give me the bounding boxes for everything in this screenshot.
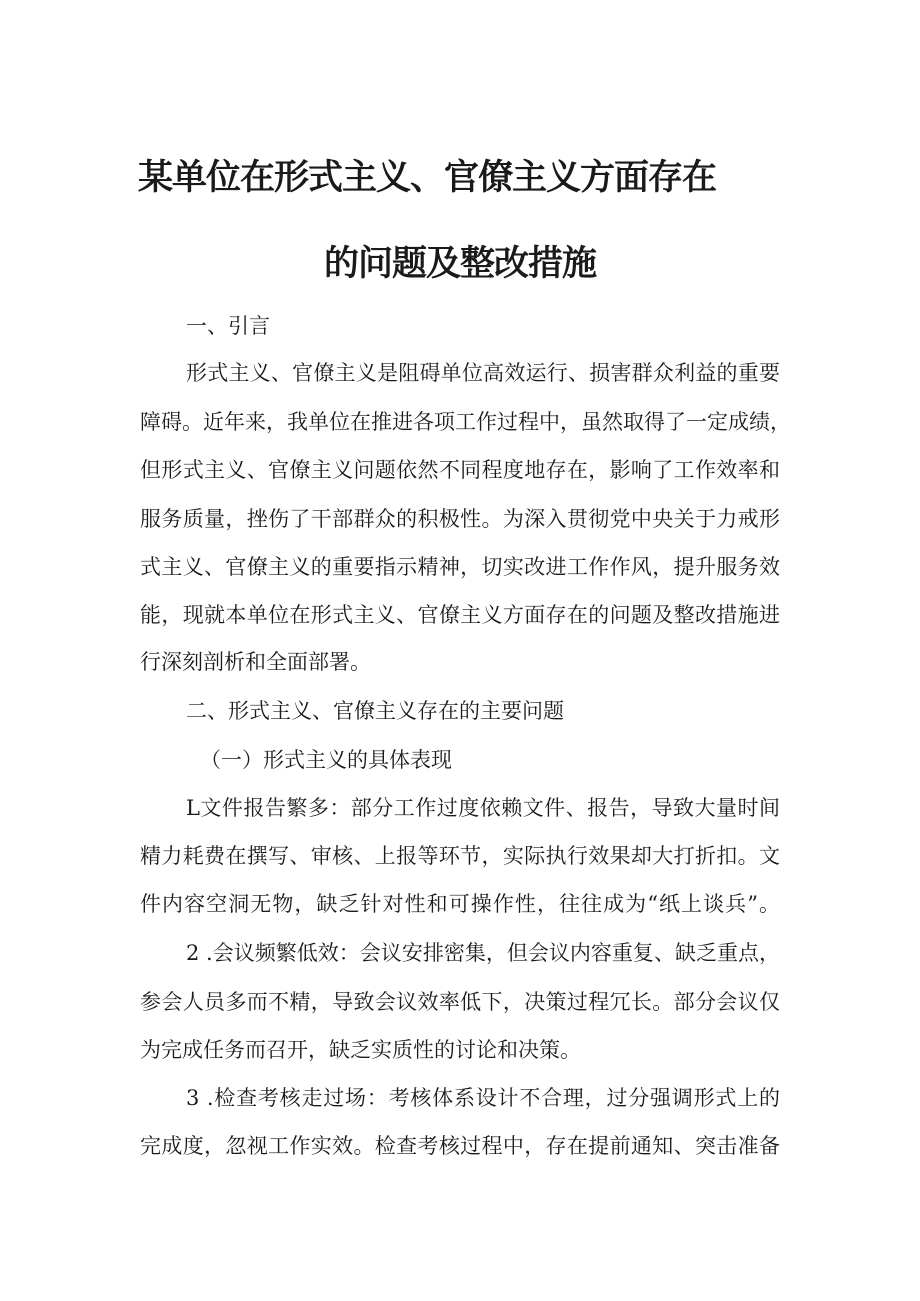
item-3-line: 完成度，忽视工作实效。检查考核过程中，存在提前通知、突击准备 <box>140 1134 780 1158</box>
intro-paragraph-line: 障碍。近年来，我单位在推进各项工作过程中，虽然取得了一定成绩， <box>140 410 791 434</box>
item-1-line: L文件报告繁多：部分工作过度依赖文件、报告，导致大量时间 <box>186 796 780 820</box>
subsection-heading-formalism: （一）形式主义的具体表现 <box>200 748 452 772</box>
intro-paragraph-line: 但形式主义、官僚主义问题依然不同程度地存在，影响了工作效率和 <box>140 458 780 482</box>
document-title-line-2: 的问题及整改措施 <box>323 244 596 284</box>
item-2-line: 为完成任务而召开，缺乏实质性的讨论和决策。 <box>140 1038 581 1062</box>
intro-paragraph-line: 行深刻剖析和全面部署。 <box>140 650 371 674</box>
intro-paragraph-line: 式主义、官僚主义的重要指示精神，切实改进工作作风，提升服务效 <box>140 555 780 579</box>
item-2-line: 参会人员多而不精，导致会议效率低下，决策过程冗长。部分会议仅 <box>140 990 780 1014</box>
intro-paragraph-line: 服务质量，挫伤了干部群众的积极性。为深入贯彻党中央关于力戒形 <box>140 507 780 531</box>
item-1-line: 件内容空洞无物，缺乏针对性和可操作性，往往成为“纸上谈兵”。 <box>140 892 780 916</box>
item-2-line: 2 .会议频繁低效：会议安排密集，但会议内容重复、缺乏重点， <box>186 941 780 965</box>
section-heading-main-problems: 二、形式主义、官僚主义存在的主要问题 <box>186 699 564 723</box>
intro-paragraph-line: 能，现就本单位在形式主义、官僚主义方面存在的问题及整改措施进 <box>140 603 780 627</box>
document-title-line-1: 某单位在形式主义、官僚主义方面存在 <box>138 158 717 198</box>
section-heading-introduction: 一、引言 <box>186 314 270 338</box>
item-3-line: 3 .检查考核走过场：考核体系设计不合理，过分强调形式上的 <box>186 1086 780 1110</box>
item-1-line: 精力耗费在撰写、审核、上报等环节，实际执行效果却大打折扣。文 <box>140 844 780 868</box>
intro-paragraph-line: 形式主义、官僚主义是阻碍单位高效运行、损害群众利益的重要 <box>186 361 780 385</box>
